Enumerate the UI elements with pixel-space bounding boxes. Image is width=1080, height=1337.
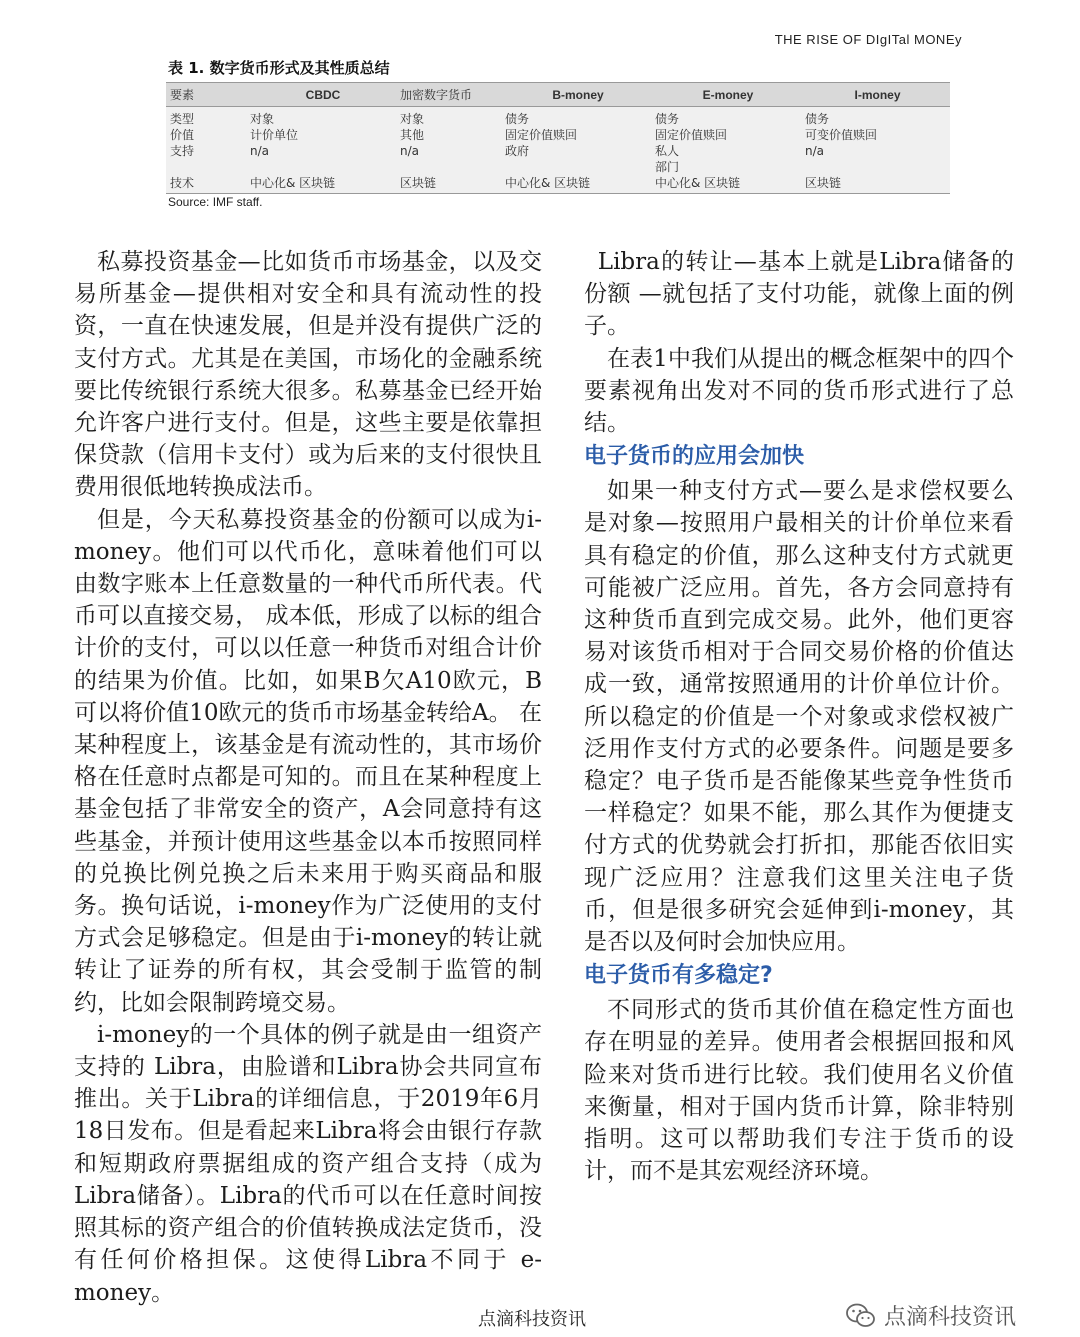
table-cell	[501, 159, 651, 175]
table-cell: 对象	[400, 112, 425, 126]
table-cell	[801, 159, 950, 175]
continued-paragraph: Libra的转让—基本上就是Libra储备的份额 —就包括了支付功能，就像上面的例子。	[584, 249, 1014, 340]
table-cell: 可变价值赎回	[805, 128, 878, 142]
table-cell: 固定价值赎回	[505, 128, 578, 142]
table-header-cell: 加密数字货币	[400, 88, 473, 102]
row-label: 类型	[170, 112, 195, 126]
table-cell: 中心化& 区块链	[505, 176, 591, 190]
row-label: 技术	[170, 176, 195, 190]
table-row	[166, 143, 950, 159]
table-row	[166, 111, 950, 127]
body-paragraph: 如果一种支付方式—要么是求偿权要么是对象—按照用户最相关的计价单位来看具有稳定的价值，那么这种支付方式就更可能被广泛应用。首先，各方会同意持有这种货币直到完成交易。此外，他们更容易对该货币相对于合同交易价格的价值达成一致，通常按照通用的计价单位计价。所以稳定的价值是一个对象或求偿权被广泛用作支付方式的必要条件。问题是要多稳定？电子货币是否能像某些竞争性货币一样稳定？如果不能，那么其作为便捷支付方式的优势就会打折扣，那能否依旧实现广泛应用？注意我们这里关注电子货币，但是很多研究会延伸到i-money，其是否以及何时会加快应用。	[584, 478, 1014, 956]
table-cell: 对象	[250, 112, 275, 126]
table-cell: 政府	[505, 144, 530, 158]
running-header: THE RISE OF DIgITal MONEy	[774, 32, 962, 47]
body-paragraph: 但是，今天私募投资基金的份额可以成为i-money。他们可以代币化，意味着他们可以由数字账本上任意数量的一种代币所代表。代币可以直接交易， 成本低，形成了以标的组合计价的支付，可以以任意一种货币对组合计价的结果为价值。比如，如果B欠A10欧元，B可以将价值10欧元的货币市场基金转给A。 在某种程度上，该基金是有流动性的，其市场价格在任意时点都是可知的。而且在某种程度上基金包括了非常安全的资产，A会同意持有这些基金，并预计使用这些基金以本币按照同样的兑换比例兑换之后未来用于购买商品和服务。换句话说，i-money作为广泛使用的支付方式会足够稳定。但是由于i-money的转让就转让了证券的所有权，其会受制于监管的制约，比如会限制跨境交易。	[74, 506, 542, 1016]
table-caption: 表 1. 数字货币形式及其性质总结	[168, 59, 390, 77]
row-label: 价值	[170, 128, 195, 142]
wechat-account-label	[846, 1300, 1016, 1331]
table-cell	[246, 159, 396, 175]
table-header-cell: CBDC	[305, 87, 341, 102]
table-cell: 其他	[400, 128, 425, 142]
table-header-row	[166, 82, 950, 107]
left-column	[74, 246, 542, 1309]
wechat-icon	[846, 1303, 876, 1329]
table-body	[166, 107, 950, 194]
body-paragraph: 私募投资基金—比如货币市场基金，以及交易所基金—提供相对安全和具有流动性的投资，一直在快速发展，但是并没有提供广泛的支付方式。尤其是在美国，市场化的金融系统要比传统银行系统大很多。私募基金已经开始允许客户进行支付。但是，这些主要是依靠担保贷款（信用卡支付）或为后来的支付很快且费用很低地转换成法币。	[74, 249, 542, 501]
table-cell	[396, 159, 501, 175]
body-paragraph: 在表1中我们从提出的概念框架中的四个要素视角出发对不同的货币形式进行了总结。	[584, 345, 1014, 437]
table-cell: 部门	[655, 160, 680, 174]
table-header-cell: B-money	[552, 87, 604, 102]
table-header-cell: I-money	[854, 87, 901, 102]
table-cell: 计价单位	[250, 128, 299, 142]
table-cell: n/a	[250, 144, 270, 158]
table-cell: 中心化& 区块链	[250, 176, 336, 190]
row-label	[166, 159, 246, 175]
table-cell: 债务	[505, 112, 530, 126]
table-header-cell: E-money	[702, 87, 754, 102]
table-cell: 私人	[655, 144, 680, 158]
summary-table	[166, 82, 950, 194]
table-cell: 中心化& 区块链	[655, 176, 741, 190]
table-header-cell: 要素	[170, 88, 195, 102]
body-paragraph: 不同形式的货币其价值在稳定性方面也存在明显的差异。使用者会根据回报和风险来对货币进行比较。我们使用名义价值来衡量，相对于国内货币计算，除非特别指明。这可以帮助我们专注于货币的设计，而不是其宏观经济环境。	[584, 997, 1014, 1185]
body-paragraph: i-money的一个具体的例子就是由一组资产支持的 Libra，由脸谱和Libra协会共同宣布推出。关于Libra的详细信息，于2019年6月18日发布。但是看起来Libra将会由银行存款和短期政府票据组成的资产组合支持（成为Libra储备）。Libra的代币可以在任意时间按照其标的资产组合的价值转换成法定货币，没有任何价格担保。这使得Libra不同于 e-money。	[74, 1021, 542, 1306]
table-cell: 区块链	[805, 176, 842, 190]
row-label: 支持	[170, 144, 195, 158]
section-heading: 电子货币有多稳定?	[584, 963, 773, 989]
table-cell: 债务	[805, 112, 830, 126]
right-column	[584, 246, 1014, 1187]
table-cell: 债务	[655, 112, 680, 126]
table-cell: 固定价值赎回	[655, 128, 728, 142]
table-row	[166, 175, 950, 191]
table-source-note: Source: IMF staff.	[168, 195, 263, 209]
table-cell: n/a	[400, 144, 420, 158]
table-cell: 区块链	[400, 176, 437, 190]
footer-source-label: 点滴科技资讯	[478, 1309, 586, 1330]
section-heading: 电子货币的应用会加快	[584, 444, 805, 470]
table-row	[166, 127, 950, 143]
wechat-account-name: 点滴科技资讯	[884, 1305, 1017, 1330]
table-cell: n/a	[805, 144, 825, 158]
table-row	[166, 159, 950, 175]
